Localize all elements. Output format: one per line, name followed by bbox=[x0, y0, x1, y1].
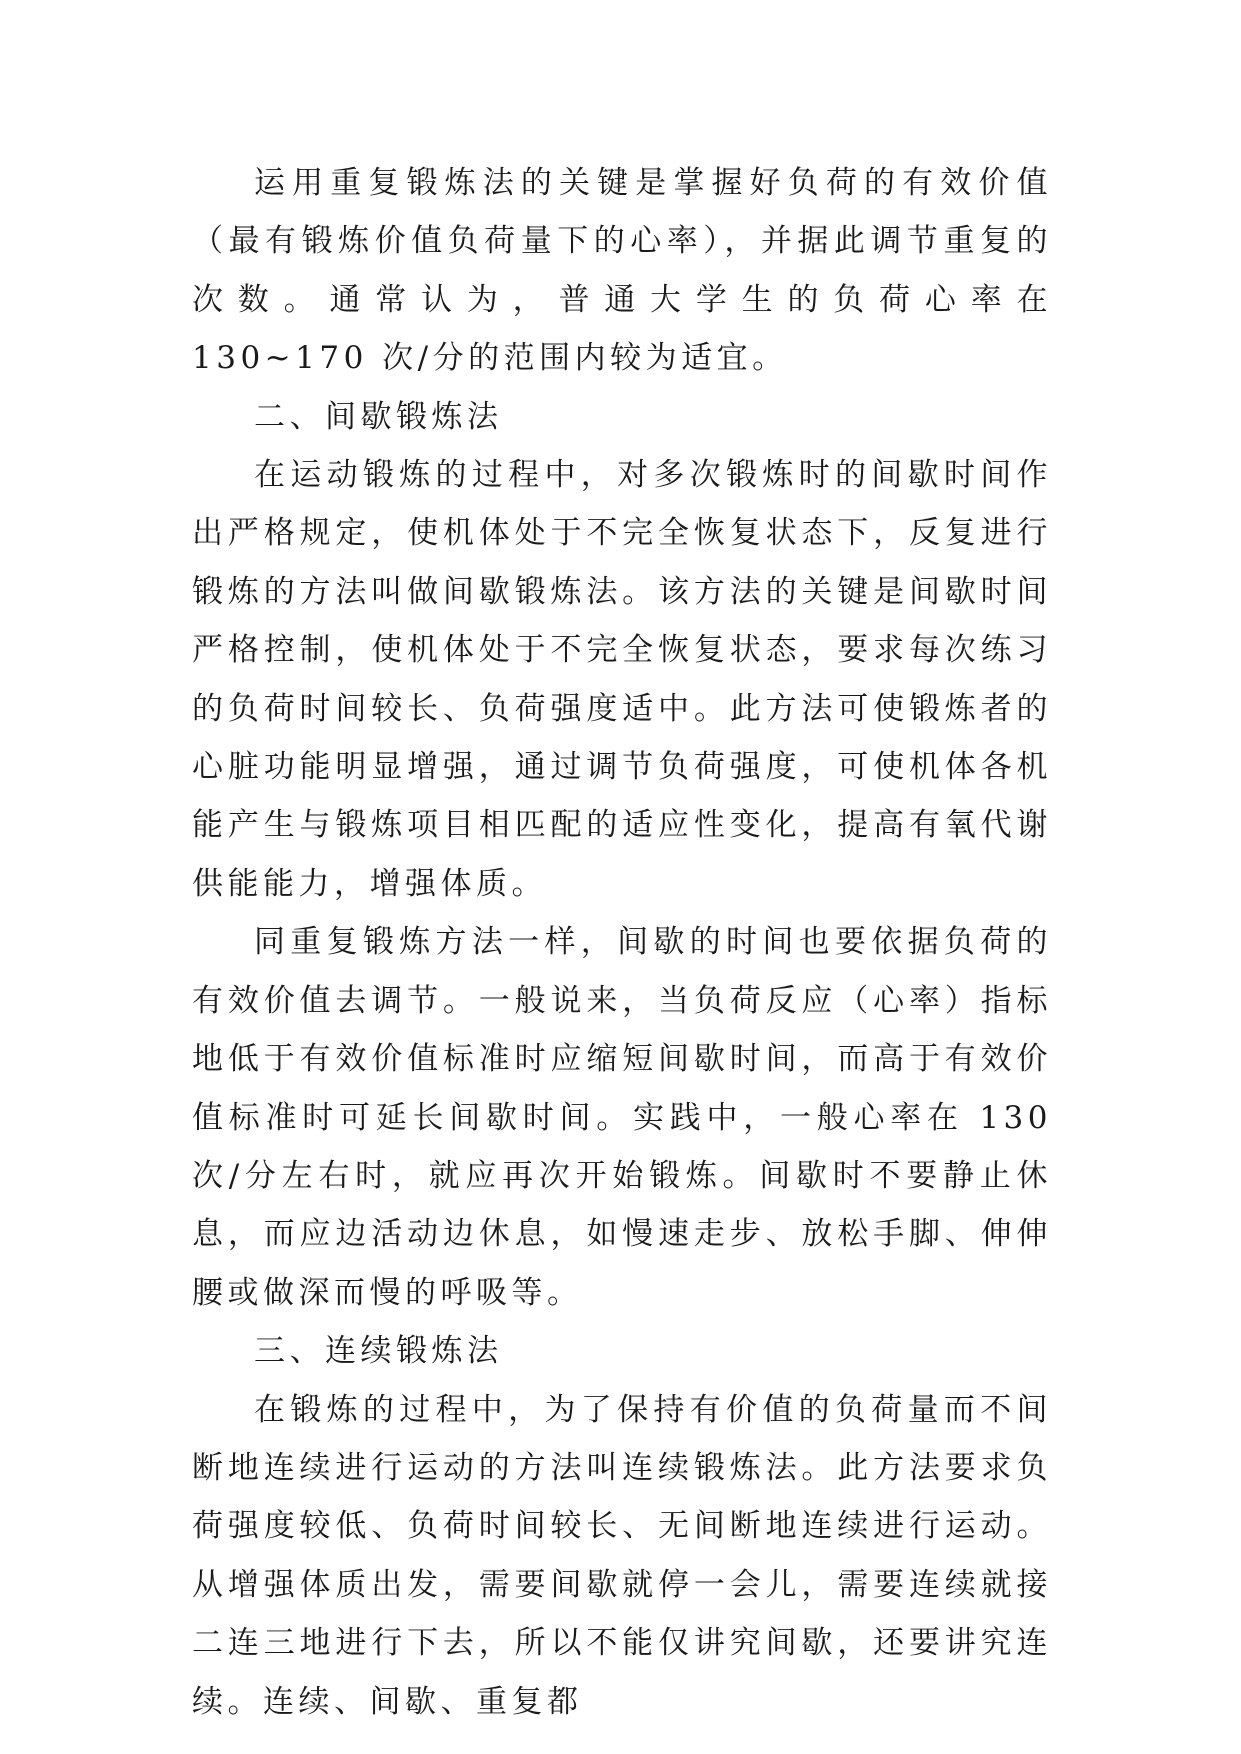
paragraph-interval-definition: 在运动锻炼的过程中，对多次锻炼时的间歇时间作出严格规定，使机体处于不完全恢复状态下，反复进行锻炼的方法叫做间歇锻炼法。该方法的关键是间歇时间严格控制，使机体处于不完全恢复状态，要求每次练习的负荷时间较长、负荷强度适中。此方法可使锻炼者的心脏功能明显增强，通过调节负荷强度，可使机体各机能产生与锻炼项目相匹配的适应性变化，提高有氧代谢供能能力，增强体质。 bbox=[192, 457, 1052, 902]
body-text bbox=[192, 154, 1052, 1731]
section-heading-continuous-training: 三、连续锻炼法 bbox=[254, 1333, 503, 1370]
paragraph-continuous-definition: 在锻炼的过程中，为了保持有价值的负荷量而不间断地连续进行运动的方法叫连续锻炼法。此方法要求负荷强度较低、负荷时间较长、无间断地连续进行运动。从增强体质出发，需要间歇就停一会儿，需要连续就接二连三地进行下去，所以不能仅讲究间歇，还要讲究连续。连续、间歇、重复都 bbox=[192, 1391, 1052, 1720]
paragraph-heart-rate: 运用重复锻炼法的关键是掌握好负荷的有效价值（最有锻炼价值负荷量下的心率），并据此调节重复的次数。通常认为，普通大学生的负荷心率在 130~170 次/分的范围内较为适宜。 bbox=[192, 165, 1052, 377]
paragraph-interval-timing: 同重复锻炼方法一样，间歇的时间也要依据负荷的有效价值去调节。一般说来，当负荷反应（心率）指标地低于有效价值标准时应缩短间歇时间，而高于有效价值标准时可延长间歇时间。实践中，一般心率在 130 次/分左右时，就应再次开始锻炼。间歇时不要静止休息，而应边活动边休息，如慢速走步、放松手脚、伸伸腰或做深而慢的呼吸等。 bbox=[192, 924, 1052, 1311]
section-heading-interval-training: 二、间歇锻炼法 bbox=[254, 398, 503, 435]
